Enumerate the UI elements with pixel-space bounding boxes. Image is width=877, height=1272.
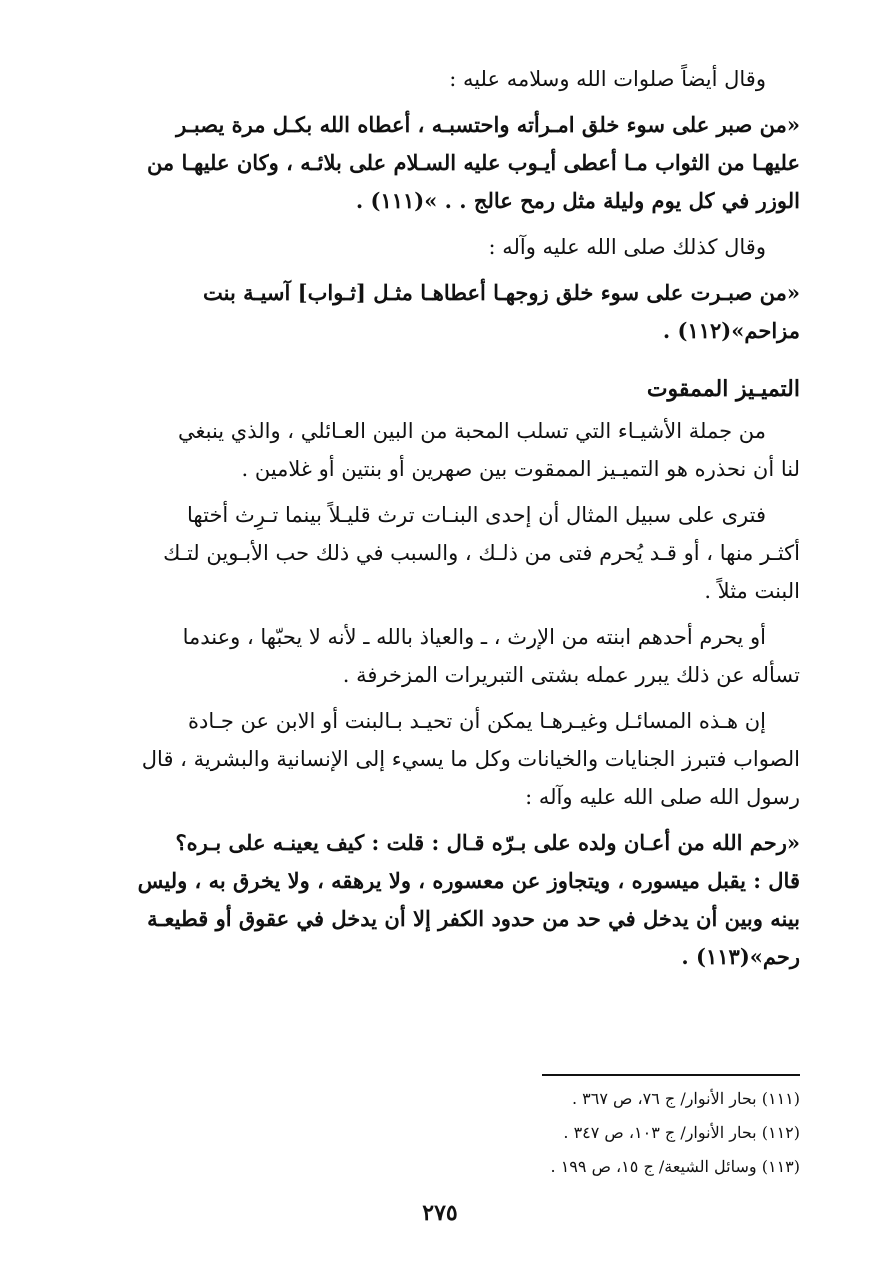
text-line: عليهـا من الثواب مـا أعطى أيـوب عليه السـلام على بلائـه ، وكان عليهـا من: [146, 150, 800, 175]
text-line: من جملة الأشيـاء التي تسلب المحبة من البين العـائلي ، والذي ينبغي: [177, 419, 766, 443]
text-line: بينه وبين أن يدخل في حد من حدود الكفر إلا أن يدخل في عقوق أو قطيعـة: [147, 906, 800, 931]
footnotes: [80, 1082, 800, 1184]
hadith-intro-2: [80, 228, 800, 266]
hadith-quote-2: [80, 274, 800, 350]
text-line: أكثـر منها ، أو قـد يُحرم فتى من ذلـك ، والسبب في ذلك حب الأبـوين لتـك: [163, 541, 800, 565]
text-line: مزاحم»(١١٢) .: [662, 318, 800, 343]
footnote-113: (١١٣) وسائل الشيعة/ ج ١٥، ص ١٩٩ .: [550, 1157, 800, 1176]
text-line: قال : يقبل ميسوره ، ويتجاوز عن معسوره ، ولا يرهقه ، ولا يخرق به ، وليس: [137, 868, 800, 893]
paragraph-1: [80, 412, 800, 488]
text-line: «من صبر على سوء خلق امـرأته واحتسبـه ، أعطاه الله بكـل مرة يصبـر: [176, 112, 800, 137]
text-line: «رحم الله من أعـان ولده على بـرّه قـال : قلت : كيف يعينـه على بـره؟: [175, 830, 800, 855]
text-line: تسأله عن ذلك يبرر عمله بشتى التبريرات المزخرفة .: [342, 663, 800, 687]
text-line: فترى على سبيل المثال أن إحدى البنـات ترث قليـلاً بينما تـرِث أختها: [187, 503, 766, 527]
paragraph-4: [80, 702, 800, 816]
text-line: أو يحرم أحدهم ابنته من الإرث ، ـ والعياذ بالله ـ لأنه لا يحبّها ، وعندما: [182, 625, 766, 649]
text-line: إن هـذه المسائـل وغيـرهـا يمكن أن تحيـد بـالبنت أو الابن عن جـادة: [187, 709, 766, 733]
section-heading: التميـيز الممقوت: [646, 376, 800, 402]
paragraph-3: [80, 618, 800, 694]
text-line: رحم»(١١٣) .: [681, 944, 800, 969]
text-line: لنا أن نحذره هو التميـيز الممقوت بين صهرين أو بنتين أو غلامين .: [241, 457, 800, 481]
footnote-divider: [542, 1074, 800, 1076]
page-number: ٢٧٥: [422, 1200, 458, 1226]
paragraph-2: [80, 496, 800, 610]
text-line: وقال أيضاً صلوات الله وسلامه عليه :: [449, 67, 766, 91]
hadith-quote-1: [80, 106, 800, 220]
book-page: [80, 60, 800, 1226]
text-line: الصواب فتبرز الجنايات والخيانات وكل ما يسيء إلى الإنسانية والبشرية ، قال: [141, 747, 800, 771]
hadith-intro-1: [80, 60, 800, 98]
hadith-quote-3: [80, 824, 800, 976]
text-line: الوزر في كل يوم وليلة مثل رمح عالج . . »(١١١) .: [355, 188, 800, 213]
text-line: وقال كذلك صلى الله عليه وآله :: [488, 235, 766, 259]
text-line: رسول الله صلى الله عليه وآله :: [525, 785, 800, 809]
footnote-112: (١١٢) بحار الأنوار/ ج ١٠٣، ص ٣٤٧ .: [563, 1123, 800, 1142]
text-line: «من صبـرت على سوء خلق زوجهـا أعطاهـا مثـل [ثـواب] آسيـة بنت: [203, 280, 800, 305]
footnote-111: (١١١) بحار الأنوار/ ج ٧٦، ص ٣٦٧ .: [571, 1089, 800, 1108]
text-line: البنت مثلاً .: [704, 579, 800, 603]
